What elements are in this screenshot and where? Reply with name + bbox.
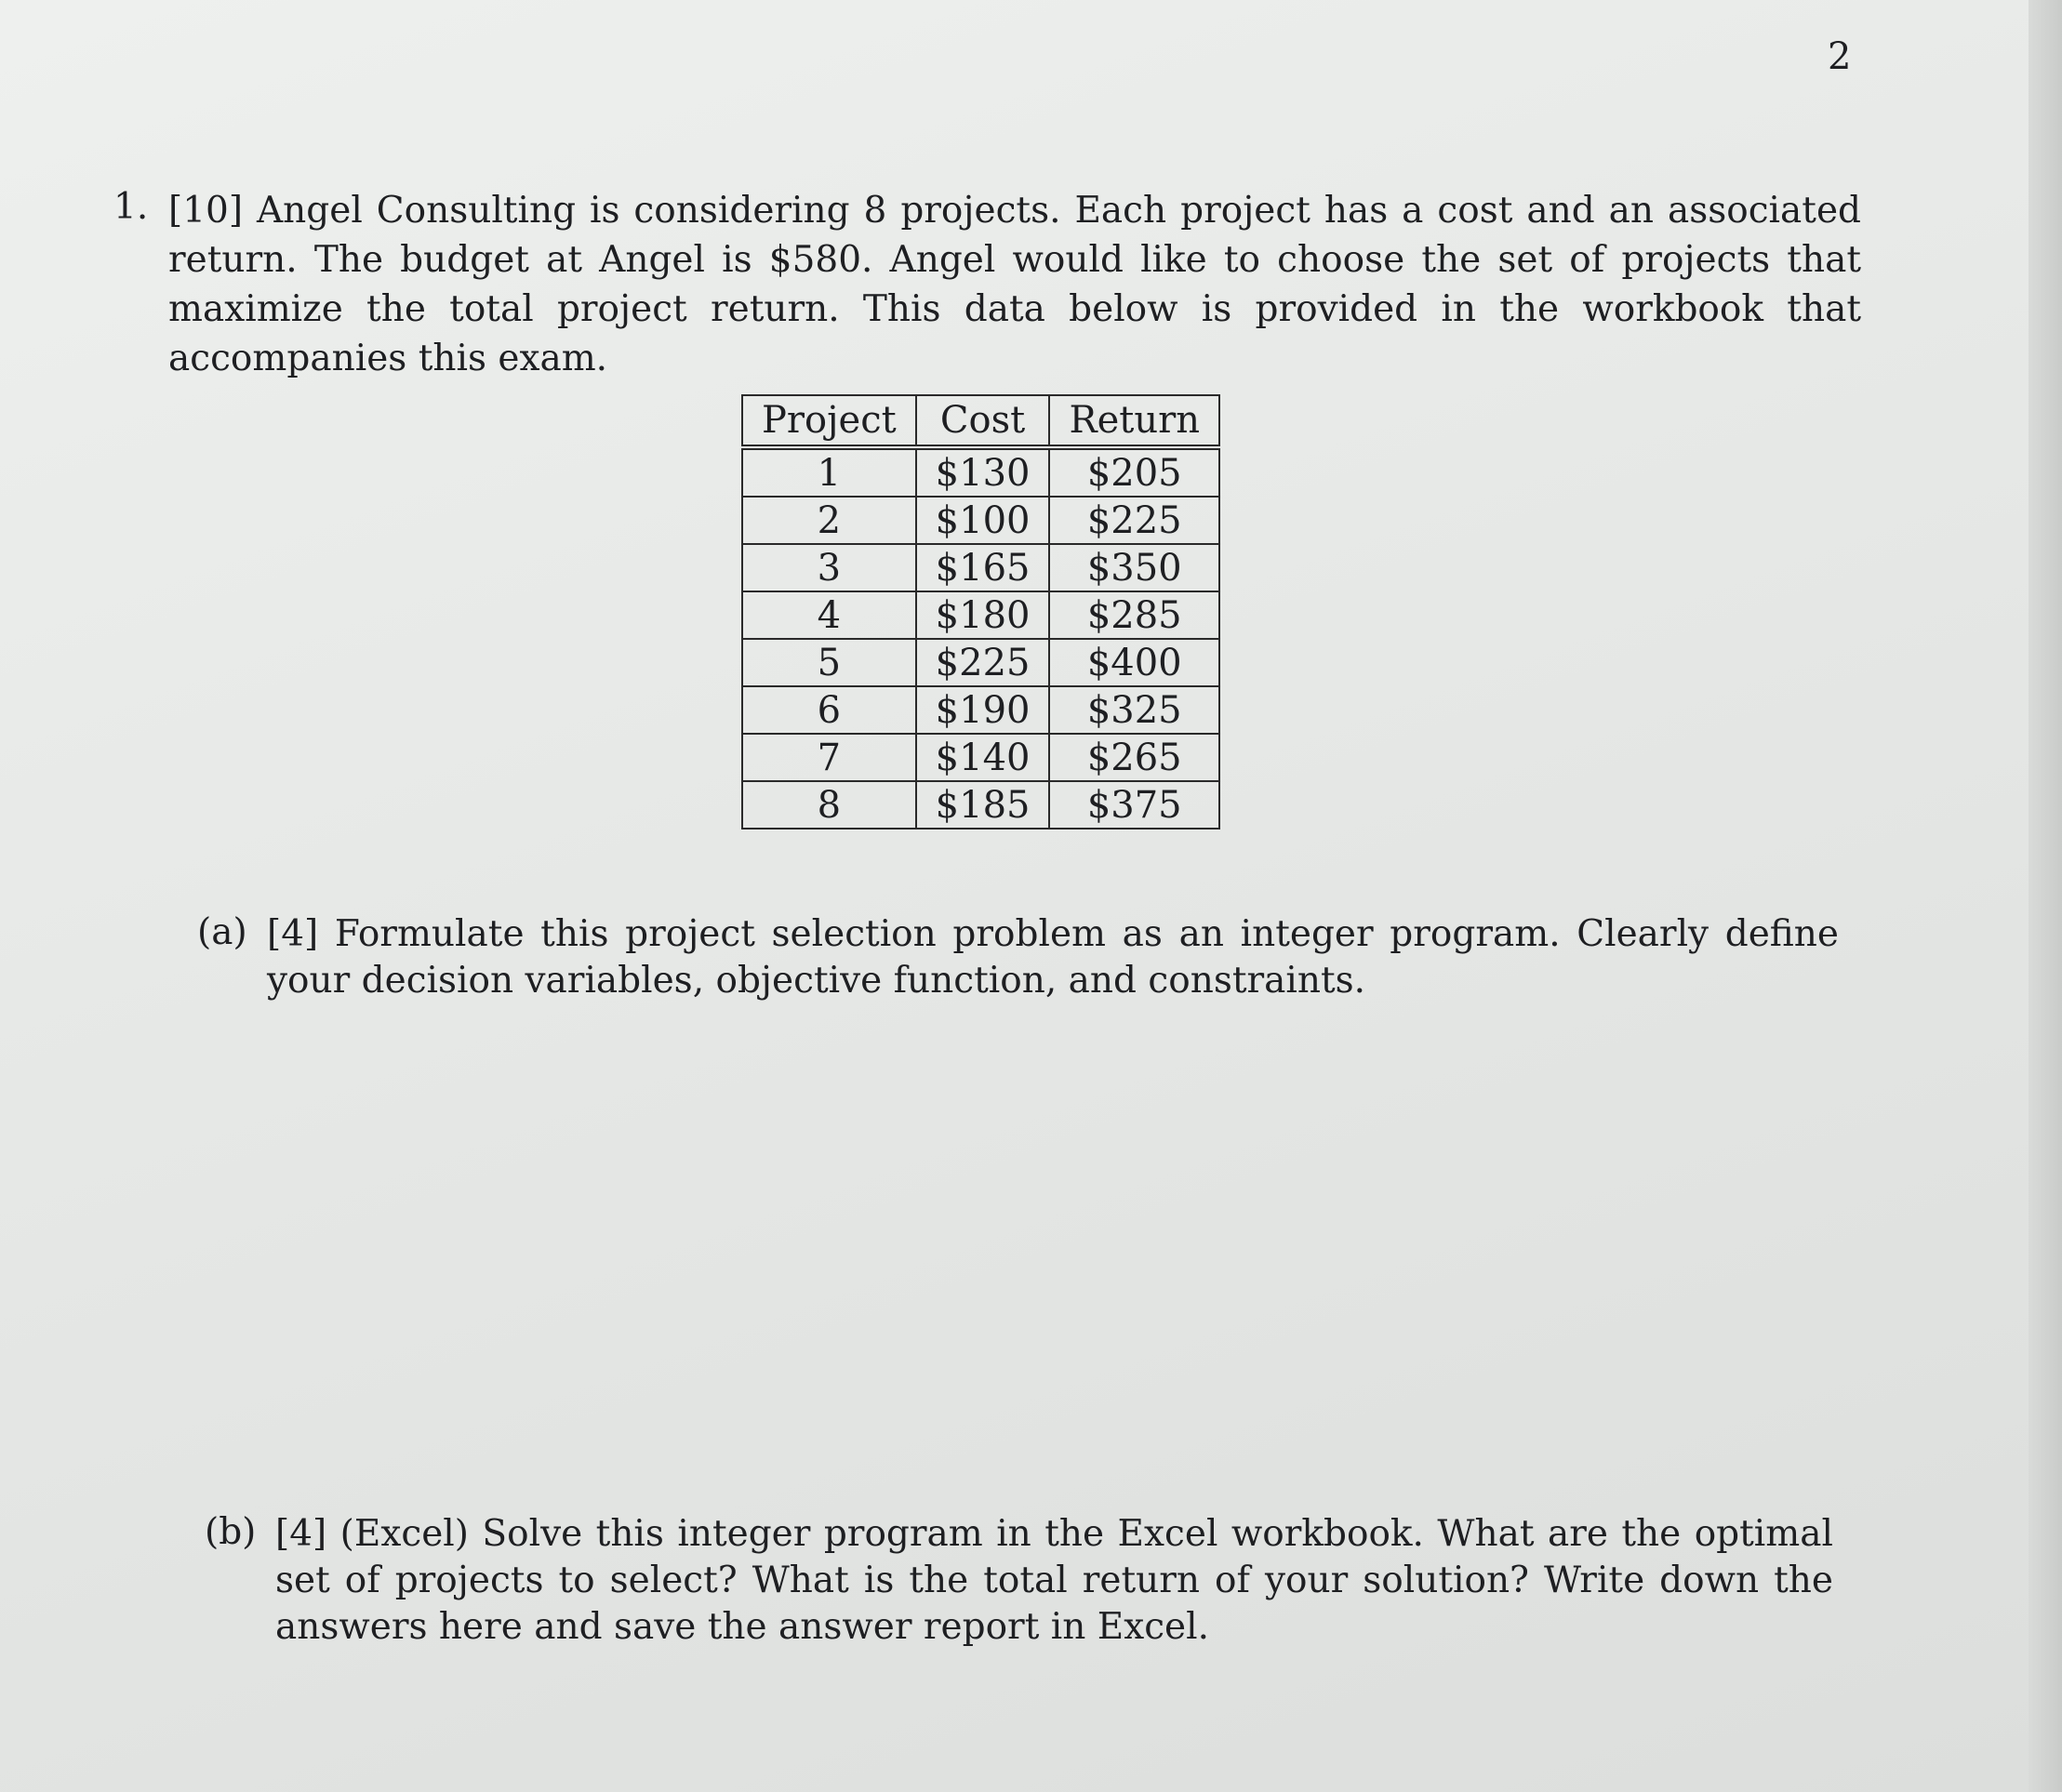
header-project: Project (742, 395, 916, 447)
cell-project: 5 (742, 639, 916, 686)
cell-return: $325 (1049, 686, 1219, 734)
header-return: Return (1049, 395, 1219, 447)
cell-cost: $130 (916, 447, 1050, 497)
problem-number: 1. (113, 186, 149, 228)
cell-cost: $185 (916, 781, 1050, 829)
cell-return: $225 (1049, 497, 1219, 544)
part-b-text: [4] (Excel) Solve this integer program in the Excel workbook. What are the optimal set of projects to select? What is the total return of your solution? Write down the answers here and save the answer report in Excel. (275, 1513, 1833, 1648)
table-row (742, 497, 1219, 544)
cell-cost: $140 (916, 734, 1050, 781)
table-row (742, 686, 1219, 734)
cell-cost: $100 (916, 497, 1050, 544)
cell-project: 3 (742, 544, 916, 591)
cell-project: 8 (742, 781, 916, 829)
cell-project: 1 (742, 447, 916, 497)
table-row (742, 591, 1219, 639)
cell-return: $285 (1049, 591, 1219, 639)
project-data-table (741, 394, 1220, 830)
cell-project: 4 (742, 591, 916, 639)
table-row (742, 734, 1219, 781)
part-a-label: (a) (197, 911, 247, 953)
cell-return: $205 (1049, 447, 1219, 497)
table-row (742, 639, 1219, 686)
cell-return: $375 (1049, 781, 1219, 829)
cell-project: 7 (742, 734, 916, 781)
cell-project: 6 (742, 686, 916, 734)
cell-return: $350 (1049, 544, 1219, 591)
table-row (742, 544, 1219, 591)
problem-statement: [10] Angel Consulting is considering 8 projects. Each project has a cost and an associated return. The budget at Angel is $580. Angel would like to choose the set of projects that maximize the total project return. This data below is provided in the workbook that accompanies this exam. (168, 190, 1861, 379)
cell-cost: $190 (916, 686, 1050, 734)
page-number: 2 (1828, 35, 1852, 78)
table-row (742, 447, 1219, 497)
table-row (742, 781, 1219, 829)
cell-project: 2 (742, 497, 916, 544)
cell-return: $265 (1049, 734, 1219, 781)
part-a-text: [4] Formulate this project selection problem as an integer program. Clearly define your decision variables, objective function, and constraints. (267, 913, 1839, 1002)
cell-return: $400 (1049, 639, 1219, 686)
part-b-label: (b) (205, 1511, 257, 1553)
cell-cost: $180 (916, 591, 1050, 639)
page-edge-shadow (2029, 0, 2062, 1792)
header-cost: Cost (916, 395, 1050, 447)
cell-cost: $225 (916, 639, 1050, 686)
cell-cost: $165 (916, 544, 1050, 591)
table-header-row (742, 395, 1219, 447)
